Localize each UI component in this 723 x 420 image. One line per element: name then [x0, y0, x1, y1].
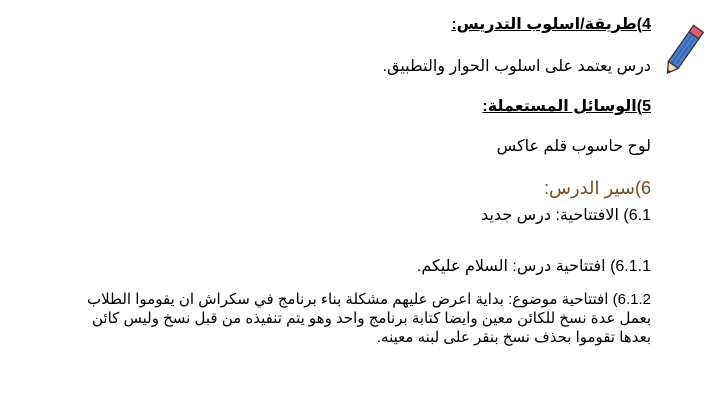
section-6-1-2: 6.1.2) افتتاحية موضوع: بداية اعرض عليهم مشكلة بناء برنامج في سكراش ان يقوموا الطلاب بعمل عدة نسخ للكائن معين وايضا كتابة برنامج واحد وهو يتم تنفيذه من قبل نسخ وليس كائن بعدها تقوموا بحذف نسخ بنقر على لبنه معينه.: [86, 291, 651, 346]
section-6-1: 6.1) الافتتاحية: درس جديد: [481, 207, 651, 224]
section-5-text: لوح حاسوب قلم عاكس: [496, 138, 651, 155]
section-5-heading: 5)الوسائل المستعملة:: [482, 98, 651, 115]
section-6-heading: 6)سير الدرس:: [543, 178, 651, 198]
section-4-text: درس يعتمد على اسلوب الحوار والتطبيق.: [382, 58, 651, 75]
pencil-icon: [660, 22, 706, 80]
section-4-heading: 4)طريقة/اسلوب التدريس:: [451, 16, 651, 33]
section-6-1-1: 6.1.1) افتتاحية درس: السلام عليكم.: [416, 258, 651, 275]
